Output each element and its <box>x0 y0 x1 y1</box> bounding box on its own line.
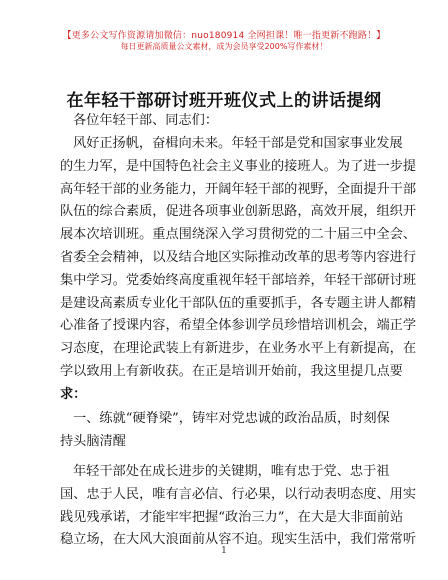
paragraph-2-line: 年轻干部处在成长进步的关键期，唯有忠于党、忠于祖 <box>73 464 390 479</box>
paragraph-1-line: 省委全会精神，以及结合地区实际推动改革的思考等内容进行 <box>60 249 417 265</box>
promo-banner-line-1: 【更多公文写作资源请加微信：nuo180914 全网担课！唯一指更新不跑路！】 <box>62 31 386 41</box>
paragraph-1-line: 学以致用上有新收获。在正是培训开始前，我这里提几点要 <box>60 363 403 379</box>
paragraph-1-line: 队伍的综合素质，促进各项事业创新思路，高效开展，组织开 <box>60 204 417 220</box>
document-title: 在年轻干部研讨班开班仪式上的讲话提纲 <box>66 91 382 111</box>
paragraph-2-line: 践见残承诺，才能牢牢把握“政治三力”，在大是大非面前站 <box>60 509 404 525</box>
paragraph-1-line: 心准备了授课内容，希望全体参训学员珍惜培训机会，端正学 <box>60 318 417 334</box>
paragraph-2 <box>60 461 417 552</box>
paragraph-1 <box>60 133 417 407</box>
paragraph-1-line: 的生力军，是中国特色社会主义事业的接班人。为了进一步提 <box>60 158 417 174</box>
paragraph-1-line: 高年轻干部的业务能力，开阔年轻干部的视野，全面提升干部 <box>60 181 417 197</box>
section-heading-1-line-1: 一、练就“硬脊梁”，铸牢对党忠诚的政治品质，时刻保 <box>73 411 390 426</box>
promo-banner-line-2: 每日更新高质量公文素材，成为会员享受200%写作素材！ <box>120 42 328 51</box>
paragraph-1-line: 集中学习。党委始终高度重视年轻干部培养，年轻干部研讨班 <box>60 272 417 288</box>
section-heading-1-line-2: 持头脑清醒 <box>60 433 126 449</box>
paragraph-1-line: 是建设高素质专业化干部队伍的重要抓手，各专题主讲人都精 <box>60 295 417 311</box>
page-number: 1 <box>221 546 227 556</box>
greeting: 各位年轻干部、同志们： <box>73 113 219 128</box>
paragraph-2-line: 国、忠于人民，唯有言必信、行必果，以行动表明态度、用实 <box>60 486 417 502</box>
paragraph-1-tail: 求： <box>60 386 87 402</box>
paragraph-1-line: 习态度，在理论武装上有新进步，在业务水平上有新提高，在 <box>60 341 417 357</box>
document-body <box>73 110 379 133</box>
paragraph-1-line: 展本次培训班。重点围绕深入学习贯彻党的二十届三中全会、 <box>60 227 417 243</box>
paragraph-1-line: 风好正扬帆，奋楫向未来。年轻干部是党和国家事业发展 <box>73 136 403 151</box>
paragraph-2-line: 稳立场，在大风大浪面前从容不迫。现实生活中，我们常常听 <box>60 532 417 548</box>
section-heading-1 <box>60 408 390 454</box>
